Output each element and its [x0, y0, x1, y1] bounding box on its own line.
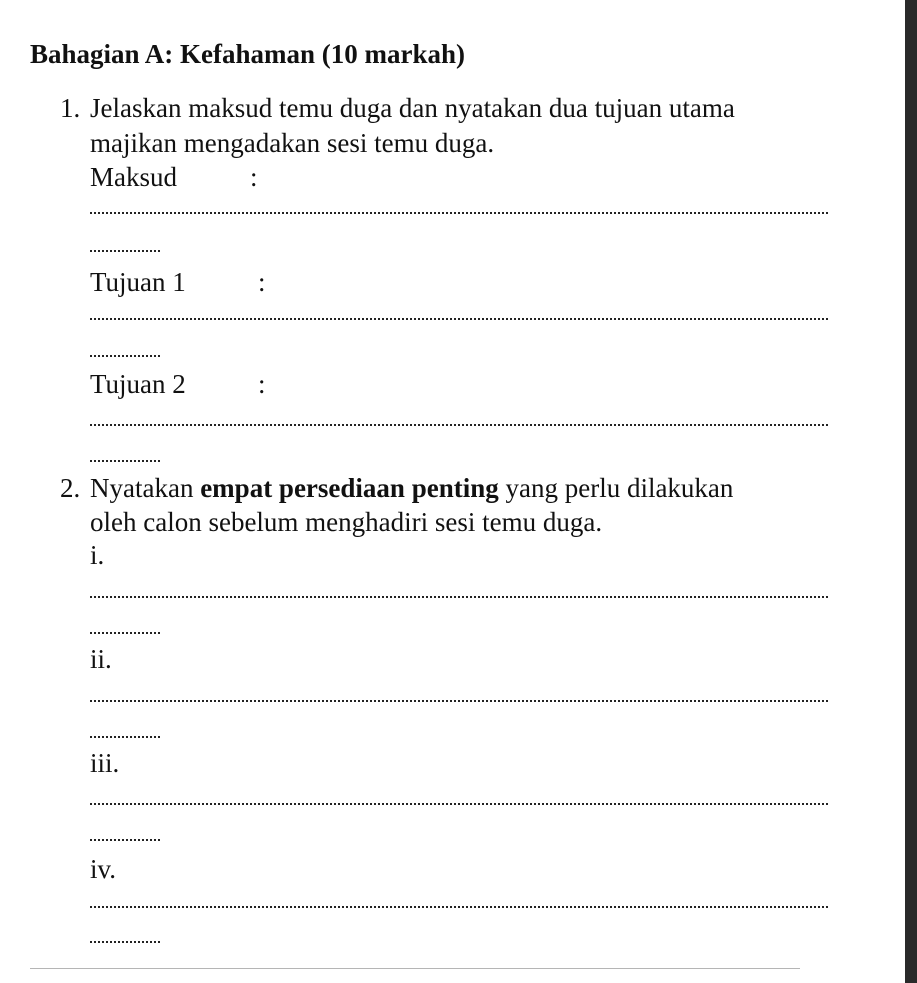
answer-line-item-iii-cont[interactable]	[90, 839, 160, 841]
bottom-divider	[30, 968, 800, 969]
field-colon-maksud: :	[250, 162, 258, 192]
answer-line-item-iv-cont[interactable]	[90, 941, 160, 943]
field-colon-tujuan-2: :	[258, 369, 266, 399]
answer-line-item-iii[interactable]	[90, 803, 828, 805]
field-colon-tujuan-1: :	[258, 267, 266, 297]
answer-line-maksud[interactable]	[90, 212, 828, 214]
q2-text-line1	[90, 472, 733, 504]
answer-line-item-ii-cont[interactable]	[90, 736, 160, 738]
q1-number: 1.	[60, 93, 81, 123]
item-numeral-i: i.	[90, 540, 105, 570]
field-label-tujuan-1: Tujuan 1	[90, 267, 186, 297]
answer-line-tujuan-2-cont[interactable]	[90, 460, 160, 462]
q2-text-after: yang perlu dilakukan	[498, 473, 734, 503]
q2-text-line2: oleh calon sebelum menghadiri sesi temu duga.	[90, 507, 603, 537]
answer-line-item-i-cont[interactable]	[90, 632, 160, 634]
section-title: Bahagian A: Kefahaman (10 markah)	[30, 39, 466, 69]
answer-line-tujuan-1-cont[interactable]	[90, 355, 160, 357]
item-numeral-ii: ii.	[90, 644, 112, 674]
answer-line-item-ii[interactable]	[90, 700, 828, 702]
q1-text-line2: majikan mengadakan sesi temu duga.	[90, 128, 495, 158]
answer-line-maksud-cont[interactable]	[90, 250, 160, 252]
field-label-maksud: Maksud	[90, 162, 177, 192]
item-numeral-iii: iii.	[90, 748, 120, 778]
answer-line-item-i[interactable]	[90, 596, 828, 598]
answer-line-item-iv[interactable]	[90, 906, 828, 908]
q1-text-line1: Jelaskan maksud temu duga dan nyatakan dua tujuan utama	[90, 93, 735, 123]
answer-line-tujuan-1[interactable]	[90, 318, 828, 320]
field-label-tujuan-2: Tujuan 2	[90, 369, 186, 399]
q2-number: 2.	[60, 473, 81, 503]
item-numeral-iv: iv.	[90, 854, 116, 884]
q2-text-before: Nyatakan	[90, 473, 201, 503]
q2-text-emphasis: empat persediaan penting	[200, 473, 499, 503]
right-edge-bar	[905, 0, 917, 983]
answer-line-tujuan-2[interactable]	[90, 424, 828, 426]
